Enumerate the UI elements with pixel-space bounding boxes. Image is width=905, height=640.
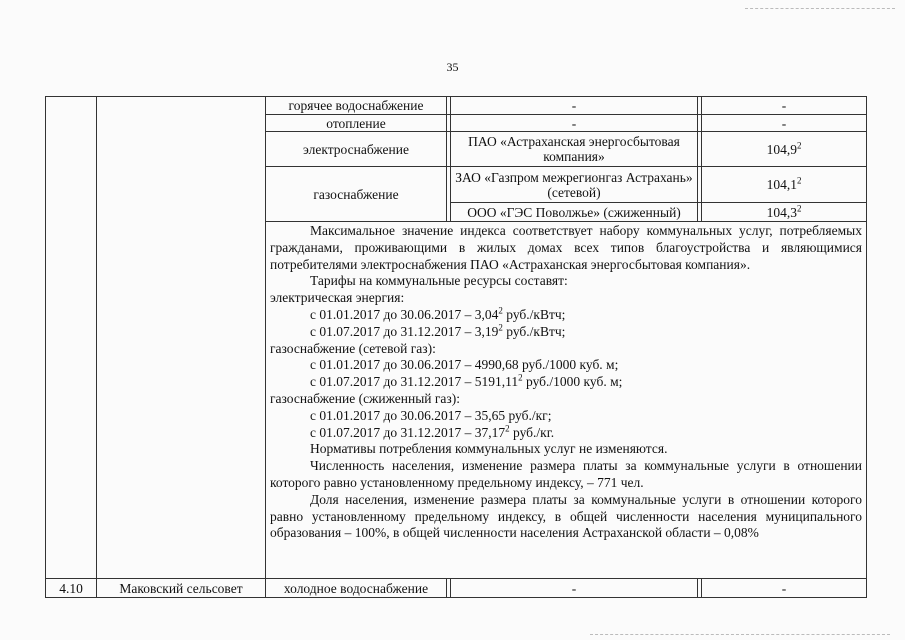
index-electricity [702,132,866,166]
paragraph-tariffs: Тарифы на коммунальные ресурсы составят: [310,273,568,289]
tariff-gas-liquefied-heading: газоснабжение (сжиженный газ): [270,390,460,406]
tariff-gas-network-heading: газоснабжение (сетевой газ): [270,340,436,356]
supplier-gas-liquefied: ООО «ГЭС Поволжье» (сжиженный) [467,204,681,220]
supplier-gas-network: ЗАО «Газпром межрегионгаз Астрахань» (сетевой) [455,169,693,200]
tariff-line: с 01.07.2017 до 31.12.2017 – 3,19$^2$ руб./кВтч; [310,322,566,339]
footnote-mark: 2 [796,140,802,150]
supplier-electricity: ПАО «Астраханская энергосбытовая компания» [468,134,680,164]
service-heating: отопление [326,115,386,131]
tariff-line: с 01.01.2017 до 30.06.2017 – 3,04$^2$ руб./кВтч; [310,305,566,322]
paragraph-max-index: Максимальное значение индекса соответствует набору коммунальных услуг, потребляемых гражданами, проживающими в жилых домах всех типов благоустройства и являющимися потребителями электроснабжения ПАО «Астраханская энергосбытовая компания». [270,223,862,272]
scan-mark [745,8,895,9]
notes-block [270,223,862,542]
paragraph-share: Доля населения, изменение размера платы за коммунальные услуги в отношении которого равно установленному предельному индексу, в общей численности населения муниципального образования – 100%, в общей численности населения Астраханской области – 0,08% [270,491,862,541]
index-value: 104,3 [766,204,797,220]
service-gas: газоснабжение [313,186,399,202]
index-hot-water: - [781,98,787,113]
tariff-line: с 01.01.2017 до 30.06.2017 – 35,65 руб./кг; [310,407,552,423]
index-gas-network [702,167,866,202]
municipality-name: Маковский сельсовет [119,580,243,596]
service-cold-water: холодное водоснабжение [283,580,429,596]
index-value: 104,9 [766,141,797,157]
service-electricity: электроснабжение [303,141,409,157]
supplier-heating: - [571,115,577,131]
tariff-electricity-heading: электрическая энергия: [270,290,405,306]
index-gas-liquefied [702,203,866,221]
footnote-mark: 2 [796,175,802,186]
page-number: 35 [446,60,459,74]
tariff-line: с 01.01.2017 до 30.06.2017 – 4990,68 руб./1000 куб. м; [310,357,619,373]
footnote-mark: 2 [796,203,802,213]
index-value: 104,1 [766,177,797,192]
service-hot-water: горячее водоснабжение [288,98,424,113]
row-number: 4.10 [59,580,83,596]
tariff-line: с 01.07.2017 до 31.12.2017 – 5191,11$^2$ руб./1000 куб. м; [310,372,623,390]
scan-mark [590,634,890,635]
paragraph-population: Численность населения, изменение размера платы за коммунальные услуги в отношении которого равно установленному предельному индексу, – 771 чел. [270,458,862,490]
supplier-hot-water: - [571,98,577,113]
index-heating: - [781,115,787,131]
tariff-line: с 01.07.2017 до 31.12.2017 – 37,17$^2$ руб./кг. [310,423,555,440]
index-cold-water: - [781,580,787,596]
paragraph-norms: Нормативы потребления коммунальных услуг не изменяются. [310,441,668,457]
supplier-cold-water: - [571,580,577,596]
